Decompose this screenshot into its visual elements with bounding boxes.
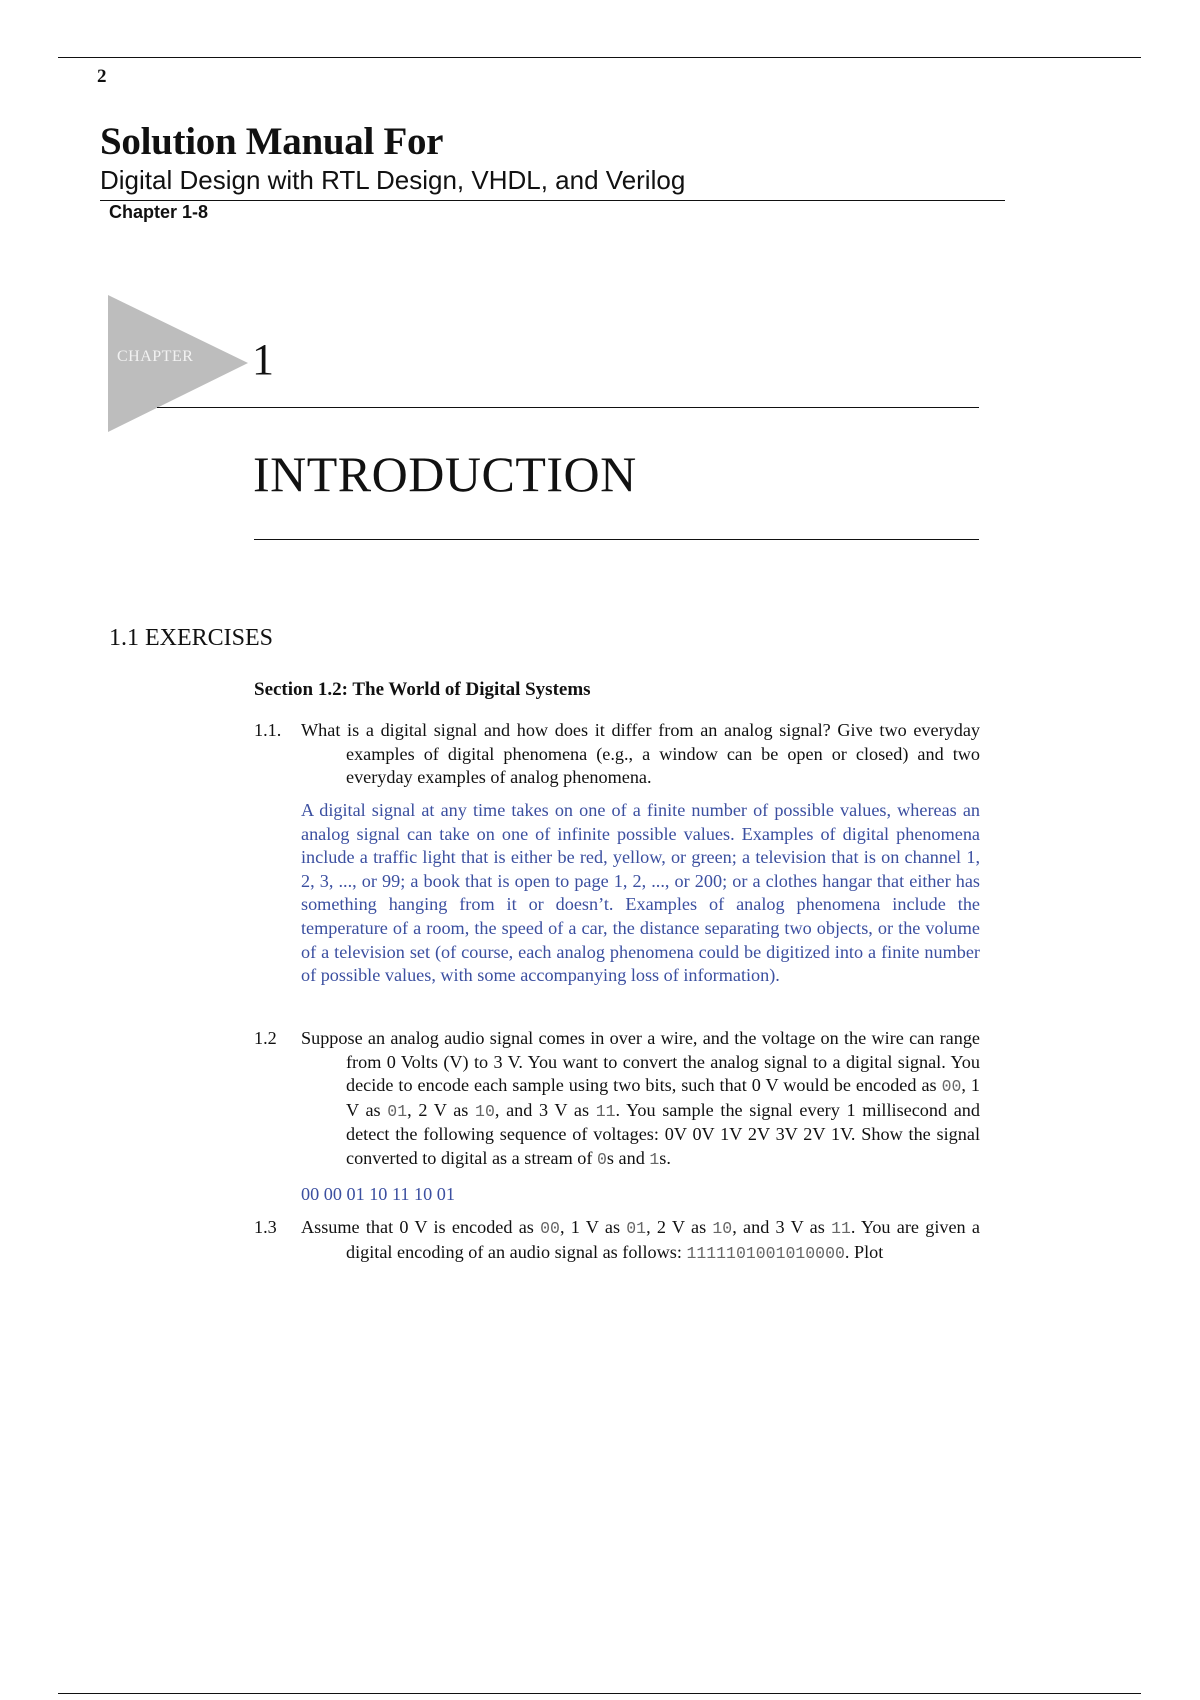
code-01: 01 <box>626 1219 647 1238</box>
exercise-number: 1.3 <box>254 1217 277 1237</box>
code-11: 11 <box>831 1219 851 1238</box>
title-underline <box>100 200 1005 201</box>
exercise-question: Suppose an analog audio signal comes in over a wire, and the voltage on the wire can range from 0 Volts (V) to 3 V. You want to convert the analog signal to a digital signal. You decide to encode each sample using two bits, such that 0 V would be encoded as 00, 1 V as 01, 2 V as 10, and 3 V as 11. You sample the signal every 1 millisecond and detect the following sequence of voltages: 0V 0V 1V 2V 3V 2V 1V. Show the signal converted to digital as a stream of 0s and 1s. <box>301 1028 981 1169</box>
chapter-title: INTRODUCTION <box>253 446 637 502</box>
chapter-range: Chapter 1-8 <box>109 202 209 222</box>
exercise-1-1-answer: A digital signal at any time takes on one of a finite number of possible values, whereas an analog signal can take on one of infinite possible values. Examples of digital phenomena include a traffic light that is either be red, yellow, or green; a television that is on channel 1, 2, 3, ..., or 99; a book that is open to page 1, 2, ..., or 200; or a clothes hangar that either has something hanging from it or doesn’t. Examples of analog phenomena include the temperature of a room, the speed of a car, the distance separating two objects, or the volume of a television set (of course, each analog phenomena could be digitized into a finite number of possible values, with some accompanying loss of information). <box>301 800 980 986</box>
exercise-1-1 <box>254 719 980 790</box>
code-10: 10 <box>712 1219 733 1238</box>
exercise-number: 1.2 <box>254 1028 277 1048</box>
page-number: 2 <box>97 66 107 87</box>
exercises-heading: 1.1 EXERCISES <box>109 625 274 651</box>
code-11: 11 <box>595 1101 616 1121</box>
code-1: 1 <box>649 1149 660 1169</box>
exercise-1-2-answer: 00 00 01 10 11 10 01 <box>301 1184 455 1204</box>
chapter-title-rule <box>254 539 979 540</box>
chapter-number: 1 <box>252 335 274 384</box>
code-00: 00 <box>540 1219 560 1238</box>
code-01: 01 <box>387 1101 408 1121</box>
manual-title: Solution Manual For <box>100 120 444 163</box>
exercise-1-3 <box>254 1216 980 1265</box>
code-stream: 1111101001010000 <box>686 1243 845 1263</box>
code-00: 00 <box>941 1077 962 1097</box>
chapter-rule <box>157 407 979 408</box>
code-10: 10 <box>475 1101 495 1121</box>
code-0: 0 <box>597 1149 607 1169</box>
chapter-label: CHAPTER <box>117 348 194 365</box>
exercise-question: Assume that 0 V is encoded as 00, 1 V as 01, 2 V as 10, and 3 V as 11. You are given a digital encoding of an audio signal as follows: 1111101001010000. Plot <box>301 1217 980 1263</box>
exercise-number: 1.1. <box>254 720 282 740</box>
bottom-rule <box>58 1693 1141 1694</box>
book-title: Digital Design with RTL Design, VHDL, and Verilog <box>100 165 686 195</box>
top-rule <box>58 57 1141 58</box>
exercise-question: What is a digital signal and how does it differ from an analog signal? Give two everyday examples of digital phenomena (e.g., a window can be open or closed) and two everyday examples of analog phenomena. <box>301 720 980 788</box>
section-heading: Section 1.2: The World of Digital Systems <box>254 679 591 700</box>
exercise-1-2 <box>254 1027 980 1172</box>
